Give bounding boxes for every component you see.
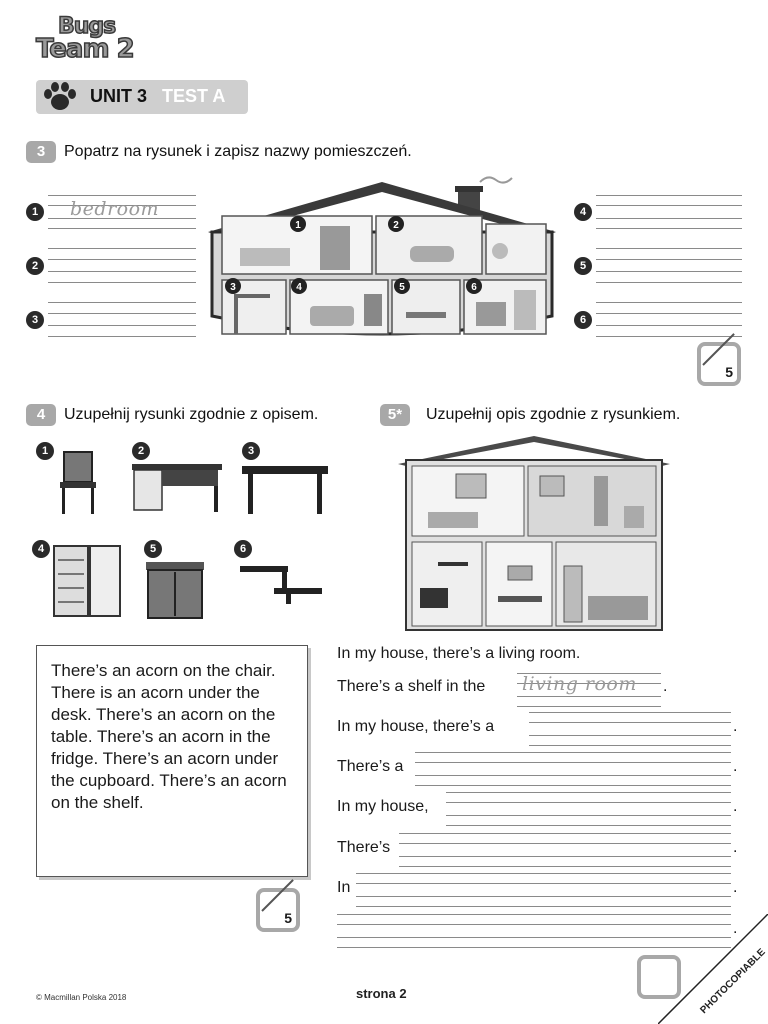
house-cross-section-illustration (200, 166, 564, 346)
table-icon (242, 464, 328, 516)
ex5-sentence-2-prefix: There’s a shelf in the (337, 678, 486, 695)
ex5-sentence-8-period: . (733, 920, 738, 937)
ex5-sentence-3-period: . (733, 718, 738, 735)
ex4-item-4-dot: 4 (32, 540, 50, 558)
ex5-sentence-7-period: . (733, 879, 738, 896)
ex4-description-text: There’s an acorn on the chair. There is an acorn under the desk. There’s an acorn on the table. There’s an acorn in the fridge. There’s an acorn under the cupboard. There’s an acorn on the shelf. (51, 661, 287, 812)
ex4-item-5-dot: 5 (144, 540, 162, 558)
test-label: TEST A (162, 86, 226, 106)
paw-icon (40, 80, 80, 114)
copyright: © Macmillan Polska 2018 (36, 993, 127, 1002)
ex3-item-6-dot: 6 (574, 311, 592, 329)
ex4-item-6-dot: 6 (234, 540, 252, 558)
ex4-score-box[interactable] (256, 888, 300, 932)
ex3-score-box[interactable] (697, 342, 741, 386)
logo-line-2: Team 2 (36, 34, 134, 64)
ex3-example-answer: bedroom (70, 198, 160, 220)
ex5-example-answer: living room (522, 673, 637, 695)
svg-text:5: 5 (399, 282, 405, 293)
exercise-5-instruction: Uzupełnij opis zgodnie z rysunkiem. (426, 406, 681, 423)
exercise-5-number: 5* (380, 404, 410, 426)
bugs-team-logo (36, 12, 140, 68)
svg-text:4: 4 (296, 282, 302, 293)
cupboard-icon (144, 560, 206, 620)
svg-text:2: 2 (393, 220, 399, 231)
ex4-item-1-dot: 1 (36, 442, 54, 460)
svg-text:6: 6 (471, 282, 477, 293)
ex3-item-1-dot: 1 (26, 203, 44, 221)
shelf-icon (236, 560, 326, 606)
ex4-item-2-dot: 2 (132, 442, 150, 460)
ex5-sentence-3-prefix: In my house, there’s a (337, 718, 495, 735)
ex3-item-3-dot: 3 (26, 311, 44, 329)
ex5-sentence-5-period: . (733, 798, 738, 815)
fridge-icon (50, 544, 124, 618)
unit-label: UNIT 3 (90, 86, 148, 106)
ex4-item-3-dot: 3 (242, 442, 260, 460)
exercise-4-number: 4 (26, 404, 56, 426)
ex3-item-4-dot: 4 (574, 203, 592, 221)
chair-icon (56, 450, 100, 516)
ex3-item-5-dot: 5 (574, 257, 592, 275)
house-rooms-illustration (398, 436, 670, 632)
exercise-3-number: 3 (26, 141, 56, 163)
exercise-3-instruction: Popatrz na rysunek i zapisz nazwy pomieszczeń. (64, 143, 412, 160)
svg-text:1: 1 (295, 220, 301, 231)
ex5-sentence-4-prefix: There’s a (337, 758, 404, 775)
ex5-sentence-6-period: . (733, 839, 738, 856)
ex3-score-value: 5 (725, 364, 733, 380)
ex4-description-box (36, 645, 308, 877)
ex5-sentence-2-period: . (663, 678, 668, 695)
unit-banner (36, 80, 248, 114)
logo-line-1: Bugs (58, 14, 116, 39)
ex5-sentence-5-prefix: In my house, (337, 798, 429, 815)
ex5-sentence-6-prefix: There’s (337, 839, 391, 856)
ex4-score-value: 5 (284, 910, 292, 926)
photocopiable-corner (658, 914, 768, 1024)
page-number: strona 2 (356, 986, 407, 1001)
exercise-4-instruction: Uzupełnij rysunki zgodnie z opisem. (64, 406, 319, 423)
ex3-item-2-dot: 2 (26, 257, 44, 275)
ex5-sentence-4-period: . (733, 758, 738, 775)
ex5-sentence-1: In my house, there’s a living room. (337, 645, 581, 662)
photocopiable-label: PHOTOCOPIABLE (698, 946, 768, 1017)
svg-text:3: 3 (230, 282, 236, 293)
ex5-sentence-7-prefix: In (337, 879, 351, 896)
desk-icon (132, 462, 222, 514)
